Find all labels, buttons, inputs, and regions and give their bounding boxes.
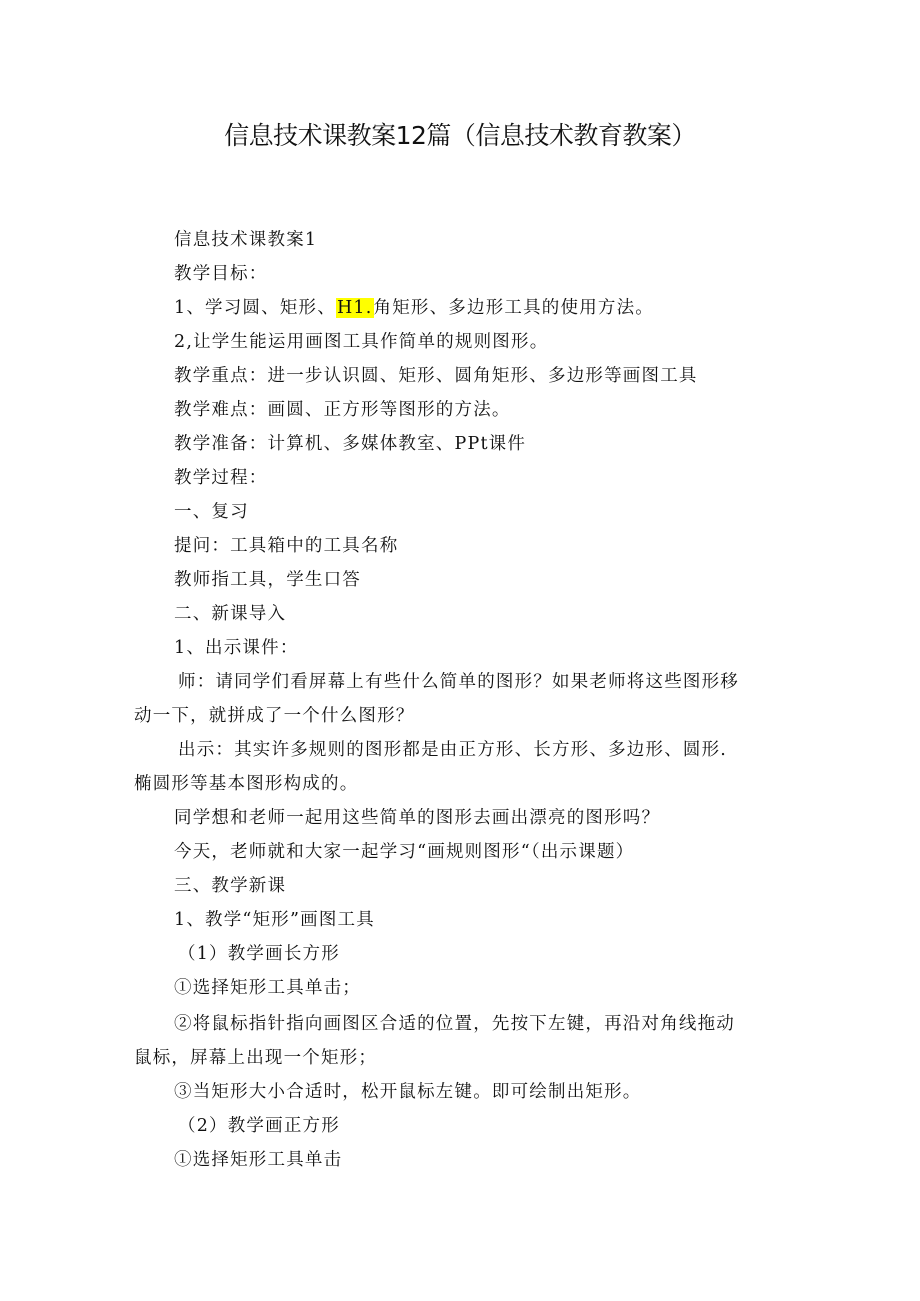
step-item: ③当矩形大小合适时，松开鼠标左键。即可绘制出矩形。 <box>174 1082 642 1102</box>
document-title: 信息技术课教案12篇（信息技术教育教案） <box>224 121 696 150</box>
paragraph: 教学重点：进一步认识圆、矩形、圆角矩形、多边形等画图工具 <box>174 366 698 386</box>
step-item-continuation: 鼠标，屏幕上出现一个矩形； <box>134 1048 378 1068</box>
step-item: ①选择矩形工具单击； <box>174 978 361 998</box>
paragraph-objective-1 <box>174 296 654 320</box>
subsection-heading: （2）教学画正方形 <box>178 1116 340 1136</box>
paragraph: 教学过程： <box>174 468 268 488</box>
subsection-heading: （1）教学画长方形 <box>178 944 340 964</box>
paragraph: 提问：工具箱中的工具名称 <box>174 536 399 556</box>
paragraph-heading: 信息技术课教案1 <box>174 230 318 250</box>
section-heading: 二、新课导入 <box>174 604 287 624</box>
paragraph: 教学准备：计算机、多媒体教室、PPt课件 <box>174 434 527 454</box>
paragraph: 教师指工具，学生口答 <box>174 570 361 590</box>
paragraph-continuation: 动一下，就拼成了一个什么图形？ <box>134 706 415 726</box>
section-heading: 三、教学新课 <box>174 876 287 896</box>
paragraph: 1、出示课件： <box>174 638 299 658</box>
paragraph: 师：请同学们看屏幕上有些什么简单的图形？如果老师将这些图形移 <box>178 672 739 692</box>
paragraph: 教学难点：画圆、正方形等图形的方法。 <box>174 400 511 420</box>
paragraph: 1、教学“矩形”画图工具 <box>174 910 375 930</box>
paragraph: 2,让学生能运用画图工具作简单的规则图形。 <box>174 332 549 352</box>
paragraph-continuation: 椭圆形等基本图形构成的。 <box>134 774 359 794</box>
paragraph: 教学目标： <box>174 264 268 284</box>
text-segment: 角矩形、多边形工具的使用方法。 <box>373 298 654 318</box>
paragraph: 出示：其实许多规则的图形都是由正方形、长方形、多边形、圆形. <box>178 740 728 760</box>
step-item: ②将鼠标指针指向画图区合适的位置，先按下左键，再沿对角线拖动 <box>174 1014 735 1034</box>
section-heading: 一、复习 <box>174 502 249 522</box>
step-item: ①选择矩形工具单击 <box>174 1150 343 1170</box>
text-segment: 1、学习圆、矩形、 <box>174 298 336 318</box>
paragraph: 同学想和老师一起用这些简单的图形去画出漂亮的图形吗？ <box>174 808 661 828</box>
paragraph: 今天，老师就和大家一起学习“画规则图形“（出示课题） <box>174 842 635 862</box>
highlighted-text: H1. <box>336 298 373 318</box>
